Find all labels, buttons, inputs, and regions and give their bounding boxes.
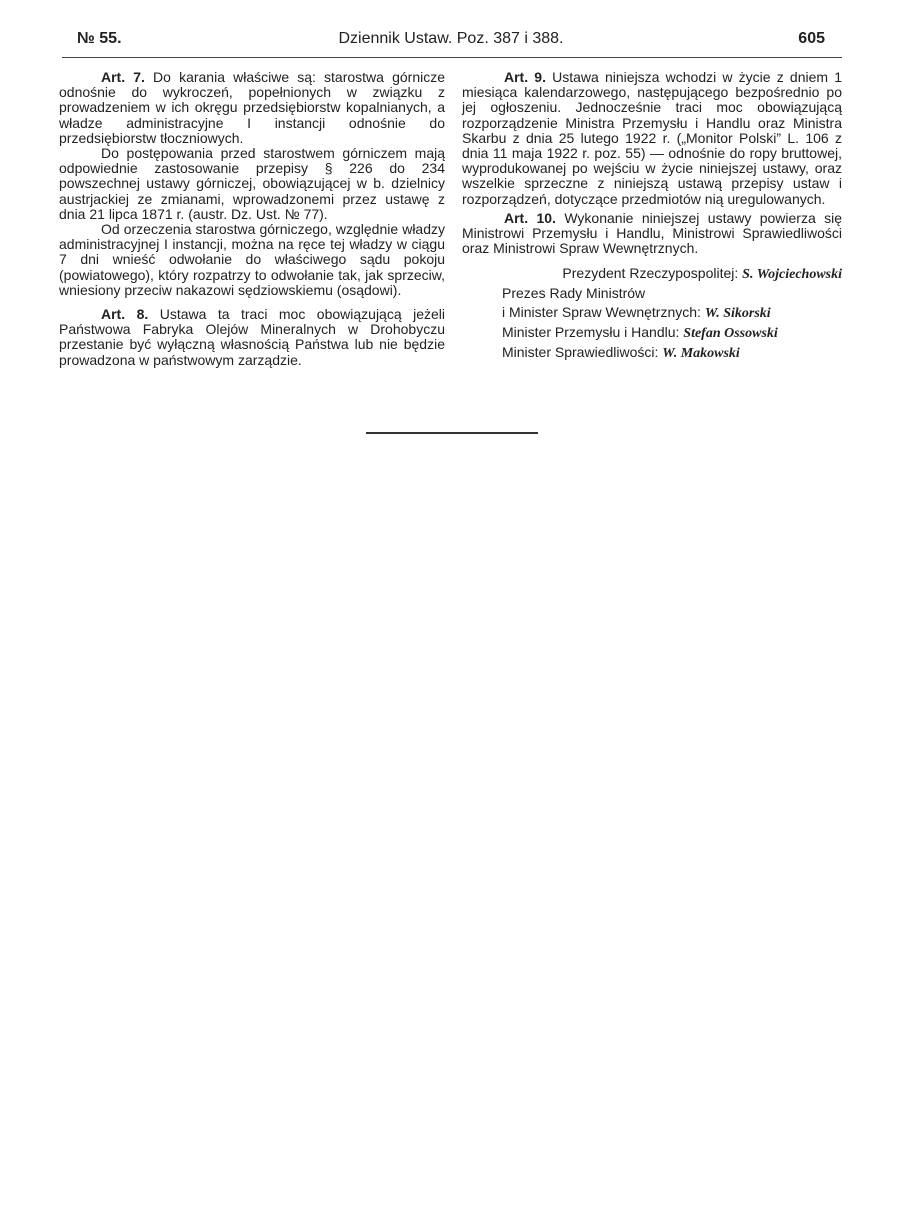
signature-block [462, 264, 842, 363]
president-title: Prezydent Rzeczypospolitej: [562, 265, 739, 282]
journal-title: Dziennik Ustaw. Poz. 387 i 388. [338, 30, 564, 47]
right-column [462, 70, 842, 363]
industry-name: Stefan Ossowski [683, 326, 778, 342]
article-8-paragraph [59, 307, 445, 368]
signature-prime-minister [462, 303, 842, 323]
end-divider [366, 432, 538, 434]
header-divider [62, 57, 842, 58]
article-10-text: Wykonanie niniejszej ustawy powierza się Ministrowi Przemysłu i Handlu, Ministrowi Sprawiedliwości oraz Ministrowi Spraw Wewnętrznych. [462, 209, 843, 257]
article-9-paragraph [462, 70, 842, 207]
page-header [77, 30, 825, 56]
pm-name: W. Sikorski [704, 306, 771, 322]
pm-title-line1: Prezes Rady Ministrów [502, 285, 646, 302]
article-10-paragraph [462, 211, 842, 257]
article-7-label: Art. 7. [101, 69, 145, 85]
pm-title-line2: i Minister Spraw Wewnętrznych: [502, 304, 701, 321]
article-8-text: Ustawa ta traci moc obowiązującą jeżeli Państwowa Fabryka Olejów Mineralnych w Drohobyczu przestanie być wyłączną własnością Państwa lub nie będzie prowadzona w państwowym zarządzie. [59, 306, 445, 368]
article-7-paragraph-3: Od orzeczenia starostwa górniczego, względnie władzy administracyjnej I instancji, można na ręce tej władzy w ciągu 7 dni wnieść odwołanie do właściwego sądu pokoju (powiatowego), który rozpatrzy to odwołanie tak, jak sprzeciw, wniesiony przeciw nakazowi sędziowskiemu (osądowi). [59, 221, 445, 298]
article-8-label: Art. 8. [101, 306, 149, 323]
signature-president [462, 264, 842, 284]
president-name: S. Wojciechowski [742, 267, 842, 283]
article-10-label: Art. 10. [504, 209, 556, 226]
industry-title: Minister Przemysłu i Handlu: [502, 324, 680, 341]
article-7-paragraph-1 [59, 70, 445, 146]
signature-industry-minister [462, 323, 842, 343]
left-column [59, 70, 445, 368]
issue-number: № 55. [77, 30, 122, 47]
page-number: 605 [798, 30, 825, 47]
justice-title: Minister Sprawiedliwości: [502, 344, 659, 361]
article-9-label: Art. 9. [504, 69, 546, 85]
article-9-text: Ustawa niniejsza wchodzi w życie z dniem 1 miesiąca kalendarzowego, następującego bezpośrednio po jej ogłoszeniu. Jednocześnie traci moc obowiązującą rozporządzenie Ministra Przemysłu i Handlu oraz Ministra Skarbu z dnia 25 lutego 1922 r. („Monitor Polski” L. 106 z dnia 11 maja 1922 r. poz. 55) — odnośnie do ropy bruttowej, wyprodukowanej po wejściu w życie niniejszej ustawy, oraz wszelkie sprzeczne z niniejszą ustawą przepisy ustaw i rozporządzeń, dotyczące przedmiotów nią uregulowanych. [462, 69, 842, 207]
article-7-paragraph-2: Do postępowania przed starostwem górniczem mają odpowiednie zastosowanie przepisy § 226 do 234 powszechnej ustawy górniczej, obowiązującej w b. dzielnicy austrjackiej ze zmianami, wprowadzonemi przez ustawę z dnia 21 lipca 1871 r. (austr. Dz. Ust. № 77). [59, 145, 445, 222]
signature-justice-minister [462, 343, 842, 363]
article-7-text-1: Do karania właściwe są: starostwa górnicze odnośnie do wykroczeń, popełnionych w związku z prowadzeniem w ich okręgu przedsiębiorstw kopalnianych, a władze administracyjne I instancji odnośnie do przedsiębiorstw tłoczniowych. [59, 69, 445, 146]
justice-name: W. Makowski [662, 346, 740, 362]
